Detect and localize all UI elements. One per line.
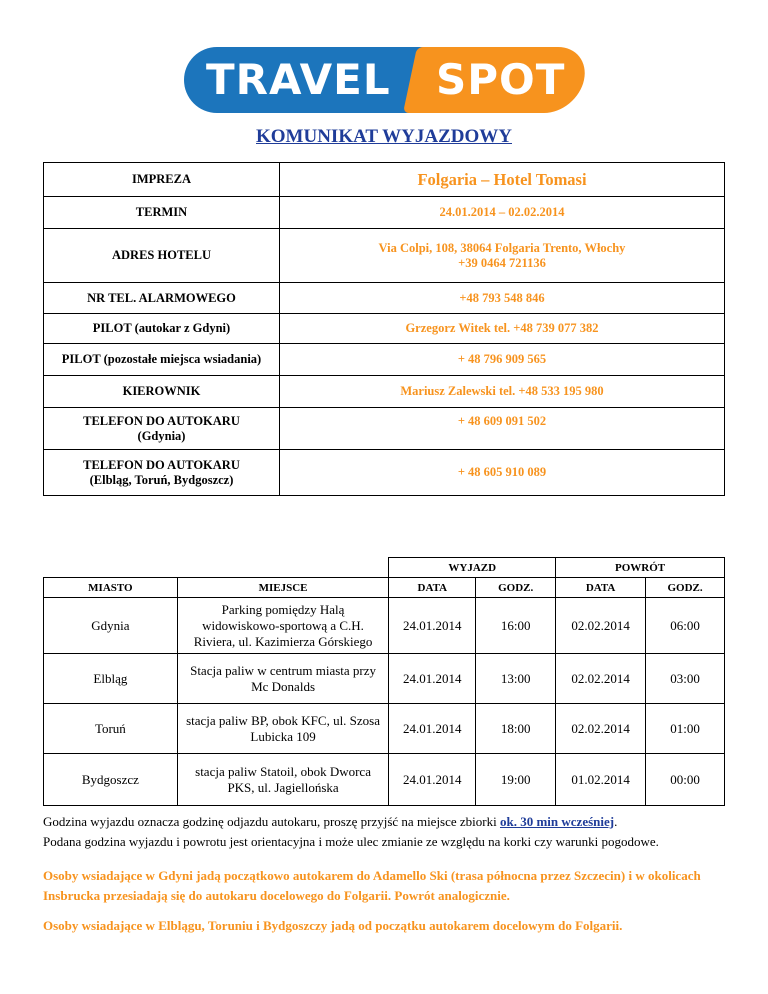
cell-dep-date: 24.01.2014 — [389, 654, 476, 704]
cell-dep-time: 16:00 — [476, 598, 556, 654]
info-label: KIEROWNIK — [44, 376, 280, 408]
column-header-city: MIASTO — [44, 578, 178, 598]
info-value: +48 793 548 846 — [280, 283, 725, 314]
cell-place: Stacja paliw w centrum miasta przy Mc Donalds — [177, 654, 389, 704]
gdynia-transfer-note: Osoby wsiadające w Gdyni jadą początkowo autokarem do Adamello Ski (trasa północna przez Szczecin) i w okolicach Insbrucka przesiadają się do autokaru docelowego do Folgarii. Powrót analogicznie. — [43, 868, 701, 903]
table-row — [44, 704, 725, 754]
info-value — [280, 229, 725, 283]
column-header-place: MIEJSCE — [177, 578, 389, 598]
cell-ret-date: 01.02.2014 — [556, 754, 646, 806]
note-text: Godzina wyjazdu oznacza godzinę odjazdu autokaru, proszę przyjść na miejsce zbiorki — [43, 814, 500, 829]
table-row — [44, 654, 725, 704]
info-value: Mariusz Zalewski tel. +48 533 195 980 — [280, 376, 725, 408]
cell-ret-time: 01:00 — [646, 704, 725, 754]
schedule-group-header — [44, 558, 725, 578]
note-text: Podana godzina wyjazdu i powrotu jest orientacyjna i może ulec zmianie ze względu na korki czy warunki pogodowe. — [43, 834, 659, 849]
info-label-line1: TELEFON DO AUTOKARU — [83, 457, 240, 472]
info-label: PILOT (pozostałe miejsca wsiadania) — [44, 344, 280, 376]
column-header-ret-time: GODZ. — [646, 578, 725, 598]
cell-dep-time: 13:00 — [476, 654, 556, 704]
page-title: KOMUNIKAT WYJAZDOWY — [256, 126, 512, 147]
cell-dep-time: 19:00 — [476, 754, 556, 806]
cell-ret-date: 02.02.2014 — [556, 598, 646, 654]
departure-group-header: WYJAZD — [389, 558, 556, 578]
hotel-address: Via Colpi, 108, 38064 Folgaria Trento, Włochy — [378, 240, 626, 255]
travelspot-logo — [184, 47, 584, 113]
info-label-line2: (Gdynia) — [137, 428, 186, 443]
table-row — [44, 598, 725, 654]
departure-note — [43, 812, 743, 852]
cell-city: Elbląg — [44, 654, 178, 704]
info-row — [44, 283, 725, 314]
cell-place: stacja paliw BP, obok KFC, ul. Szosa Lubicka 109 — [177, 704, 389, 754]
cell-ret-time: 03:00 — [646, 654, 725, 704]
column-header-dep-time: GODZ. — [476, 578, 556, 598]
cell-city: Bydgoszcz — [44, 754, 178, 806]
info-row — [44, 376, 725, 408]
info-value: + 48 796 909 565 — [280, 344, 725, 376]
cell-place: Parking pomiędzy Halą widowiskowo-sportową a C.H. Riviera, ul. Kazimierza Górskiego — [177, 598, 389, 654]
info-label: NR TEL. ALARMOWEGO — [44, 283, 280, 314]
cell-dep-date: 24.01.2014 — [389, 598, 476, 654]
note-emphasis: ok. 30 min wcześniej — [499, 814, 615, 829]
cell-dep-date: 24.01.2014 — [389, 754, 476, 806]
info-table — [43, 162, 725, 496]
info-label: PILOT (autokar z Gdyni) — [44, 314, 280, 344]
cell-ret-date: 02.02.2014 — [556, 704, 646, 754]
note-text: . — [614, 814, 618, 829]
info-row — [44, 450, 725, 496]
column-header-ret-date: DATA — [556, 578, 646, 598]
info-label-line2: (Elbląg, Toruń, Bydgoszcz) — [89, 472, 234, 487]
column-header-dep-date: DATA — [389, 578, 476, 598]
info-value: 24.01.2014 – 02.02.2014 — [280, 197, 725, 229]
info-label: TERMIN — [44, 197, 280, 229]
logo-text-spot: SPOT — [436, 55, 566, 104]
cell-dep-date: 24.01.2014 — [389, 704, 476, 754]
hotel-phone: +39 0464 721136 — [458, 255, 546, 270]
info-row — [44, 314, 725, 344]
info-row — [44, 344, 725, 376]
logo-text-travel: TRAVEL — [206, 55, 391, 104]
cell-ret-date: 02.02.2014 — [556, 654, 646, 704]
cell-ret-time: 00:00 — [646, 754, 725, 806]
info-value: Grzegorz Witek tel. +48 739 077 382 — [280, 314, 725, 344]
table-row — [44, 754, 725, 806]
return-group-header: POWRÓT — [556, 558, 725, 578]
info-value: + 48 605 910 089 — [280, 450, 725, 496]
cell-city: Gdynia — [44, 598, 178, 654]
info-label-line1: TELEFON DO AUTOKARU — [83, 413, 240, 428]
info-value: Folgaria – Hotel Tomasi — [280, 163, 725, 197]
info-row — [44, 163, 725, 197]
info-label — [44, 450, 280, 496]
info-label: IMPREZA — [44, 163, 280, 197]
info-row — [44, 229, 725, 283]
direct-coach-note: Osoby wsiadające w Elblągu, Toruniu i Bydgoszczy jadą od początku autokarem docelowym do Folgarii. — [43, 918, 623, 933]
info-row — [44, 408, 725, 450]
info-label — [44, 408, 280, 450]
cell-city: Toruń — [44, 704, 178, 754]
schedule-table — [43, 557, 725, 806]
schedule-column-headers — [44, 578, 725, 598]
info-value: + 48 609 091 502 — [280, 408, 725, 450]
cell-place: stacja paliw Statoil, obok Dworca PKS, ul. Jagiellońska — [177, 754, 389, 806]
info-row — [44, 197, 725, 229]
cell-ret-time: 06:00 — [646, 598, 725, 654]
info-label: ADRES HOTELU — [44, 229, 280, 283]
cell-dep-time: 18:00 — [476, 704, 556, 754]
